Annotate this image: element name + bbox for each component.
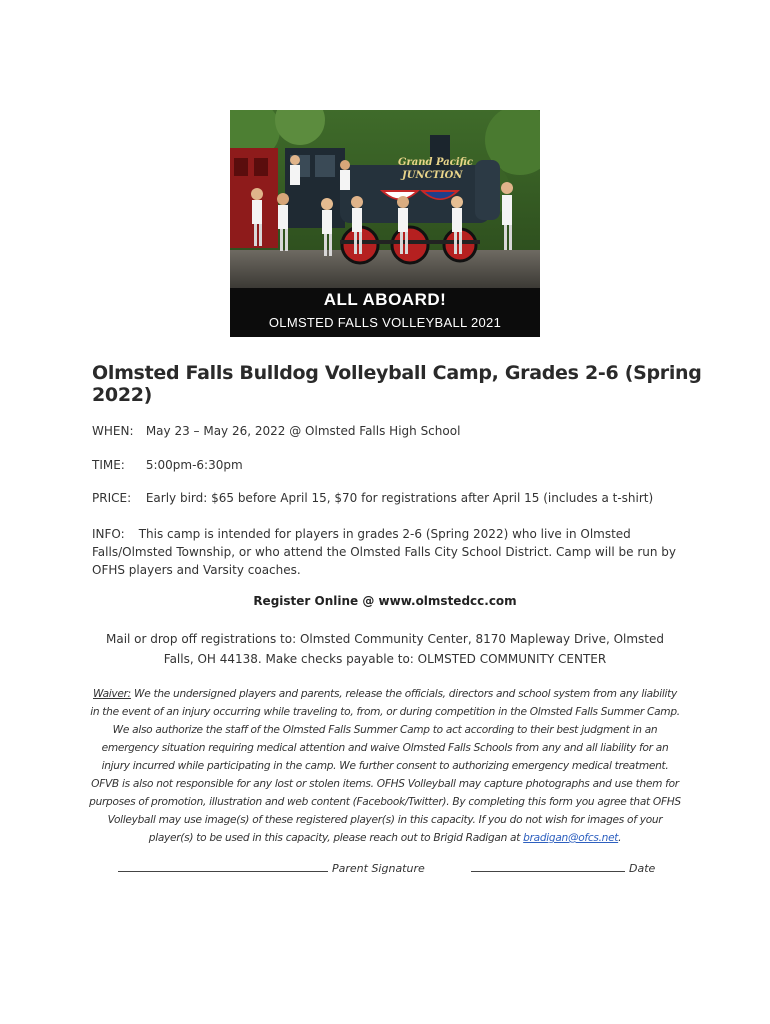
banner-subtitle: OLMSTED FALLS VOLLEYBALL 2021 <box>268 315 502 330</box>
date-blank[interactable] <box>471 871 625 872</box>
time-value: 5:00pm-6:30pm <box>145 458 243 472</box>
waiver-end: . <box>618 832 622 844</box>
svg-text:JUNCTION: JUNCTION <box>402 170 463 181</box>
date-line <box>471 862 655 875</box>
mail-instructions: Mail or drop off registrations to: Olmsted Community Center, 8170 Mapleway Drive, Olmsted Falls, OH 44138. Make checks payable to: OLMSTED COMMUNITY CENTER <box>105 632 665 666</box>
info-value: This camp is intended for players in grades 2-6 (Spring 2022) who live in Olmsted Falls/Olmsted Township, or who attend the Olmsted Falls City School District. Camp will be run by OFHS players and Varsity coaches. <box>92 527 677 577</box>
parent-signature-blank[interactable] <box>118 871 328 872</box>
when-label: WHEN: <box>92 424 134 438</box>
parent-signature-line <box>118 862 425 875</box>
register-online-link[interactable]: Register Online @ www.olmstedcc.com <box>253 594 517 608</box>
waiver-text: We the undersigned players and parents, release the officials, directors and school system from any liability in the event of an injury occurring while traveling to, from, or during competition in the Olmsted Falls Summer Camp. We also authorize the staff of the Olmsted Falls Summer Camp to act according to their best judgment in an emergency situation requiring medical attention and waive Olmsted Falls Schools from any and all liability for an injury incurred while participating in the camp. We further consent to authorizing emergency medical treatment. OFVB is also not responsible for any lost or stolen items. OFHS Volleyball may capture photographs and use them for purposes of promotion, illustration and web content (Facebook/Twitter). By completing this form you agree that OFHS Volleyball may use image(s) of these registered player(s) in this capacity. If you do not wish for images of your player(s) to be used in this capacity, please reach out to Brigid Radigan at <box>89 688 681 844</box>
svg-text:Grand Pacific: Grand Pacific <box>398 157 474 168</box>
info-paragraph <box>92 525 682 579</box>
waiver-paragraph <box>88 685 682 847</box>
price-label: PRICE: <box>92 491 132 505</box>
parent-signature-label: Parent Signature <box>332 862 425 875</box>
when-row <box>92 424 460 438</box>
price-value: Early bird: $65 before April 15, $70 for registrations after April 15 (includes a t-shirt) <box>145 491 654 505</box>
time-label: TIME: <box>92 458 125 472</box>
waiver-email-link[interactable]: bradigan@ofcs.net <box>523 832 619 844</box>
page-title: Olmsted Falls Bulldog Volleyball Camp, Grades 2-6 (Spring 2022) <box>92 362 702 406</box>
time-row <box>92 458 243 472</box>
when-value: May 23 – May 26, 2022 @ Olmsted Falls High School <box>145 424 461 438</box>
banner-title: ALL ABOARD! <box>323 290 447 309</box>
price-row <box>92 491 653 505</box>
camp-photo <box>230 110 540 337</box>
info-label: INFO: <box>92 527 125 541</box>
waiver-label: Waiver: <box>93 688 131 700</box>
date-label: Date <box>629 862 656 875</box>
